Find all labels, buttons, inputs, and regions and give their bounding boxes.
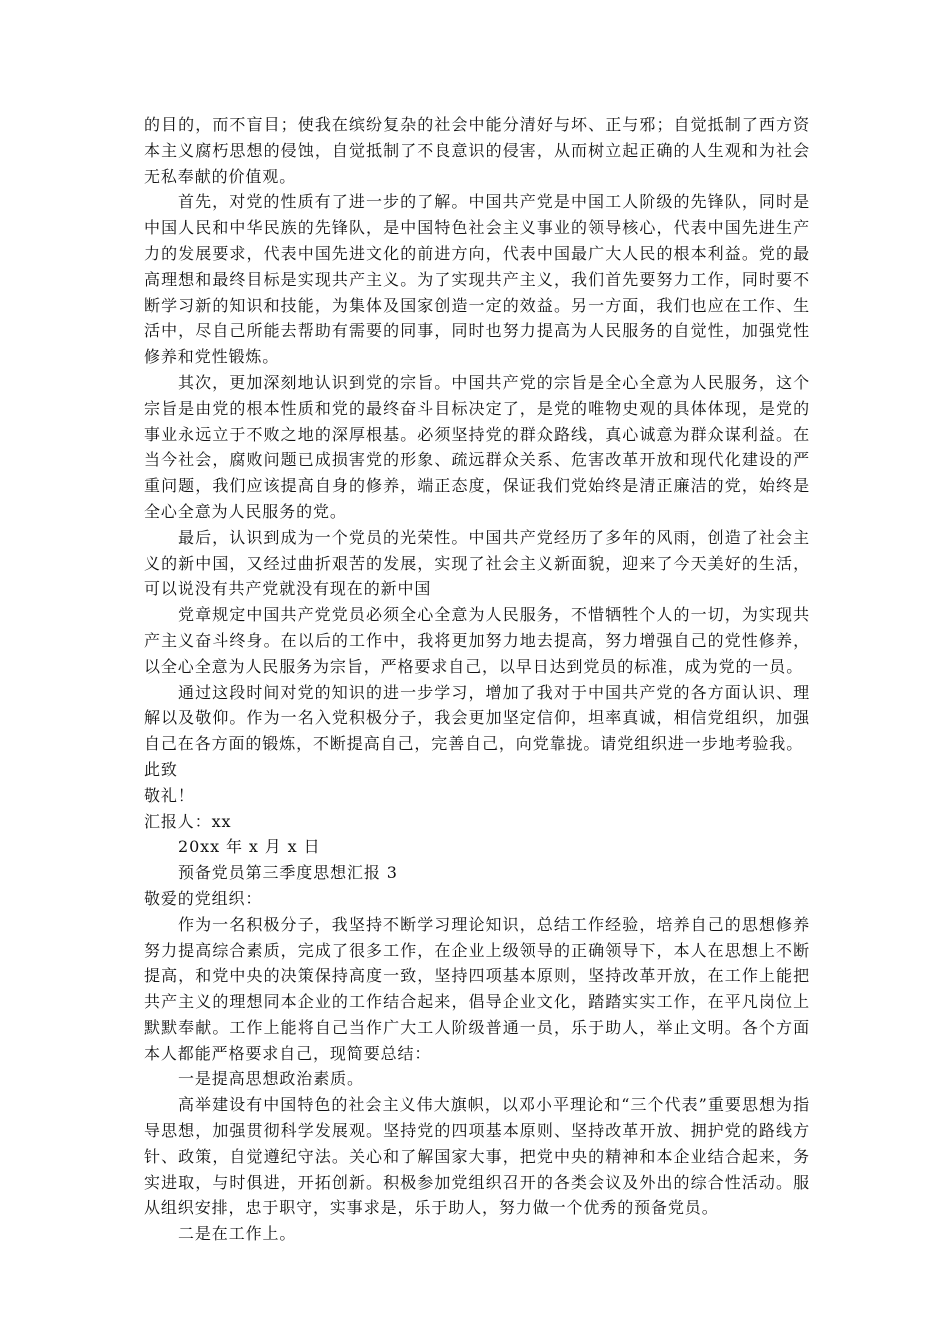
reporter-line: 汇报人：xx xyxy=(144,811,232,831)
closing-jingli: 敬礼！ xyxy=(144,785,195,805)
paragraph-party-purpose: 其次，更加深刻地认识到党的宗旨。中国共产党的宗旨是全心全意为人民服务，这个宗旨是由党的根本性质和党的最终奋斗目标决定了，是党的唯物史观的具体体现，是党的事业永远立于不败之地的深厚根基。必须坚持党的群众路线，真心诚意为群众谋利益。在当今社会，腐败问题已成损害党的形象、疏远群众关系、危害改革开放和现代化建设的严重问题，我们应该提高自身的修养，端正态度，保证我们党始终是清正廉洁的党，始终是全心全意为人民服务的党。 xyxy=(144,372,810,521)
paragraph-conclusion: 通过这段时间对党的知识的进一步学习，增加了我对于中国共产党的各方面认识、理解以及敬仰。作为一名入党积极分子，我会更加坚定信仰，坦率真诚，相信党组织，加强自己在各方面的锻炼，不断提高自己，完善自己，向党靠拢。请党组织进一步地考验我。 xyxy=(144,682,810,754)
paragraph-point-one: 一是提高思想政治素质。 xyxy=(178,1069,364,1089)
salutation-line: 敬爱的党组织： xyxy=(144,888,263,908)
section-heading: 预备党员第三季度思想汇报 3 xyxy=(178,863,398,883)
paragraph-political-quality: 高举建设有中国特色的社会主义伟大旗帜，以邓小平理论和“三个代表”重要思想为指导思想，加强贯彻科学发展观。坚持党的四项基本原则、坚持改革开放、拥护党的路线方针、政策，自觉遵纪守法。关心和了解国家大事，把党中央的精神和本企业结合起来，务实进取，与时俱进，开拓创新。积极参加党组织召开的各类会议及外出的综合性活动。服从组织安排，忠于职守，实事求是，乐于助人，努力做一个优秀的预备党员。 xyxy=(144,1095,810,1218)
document-page xyxy=(144,112,810,1247)
paragraph-party-constitution: 党章规定中国共产党党员必须全心全意为人民服务，不惜牺牲个人的一切，为实现共产主义奋斗终身。在以后的工作中，我将更加努力地去提高，努力增强自己的党性修养，以全心全意为人民服务为宗旨，严格要求自己，以早日达到党员的标准，成为党的一员。 xyxy=(144,605,810,676)
date-line: 20xx 年 x 月 x 日 xyxy=(178,837,321,857)
paragraph-party-honor: 最后，认识到成为一个党员的光荣性。中国共产党经历了多年的风雨，创造了社会主义的新中国，又经过曲折艰苦的发展，实现了社会主义新面貌，迎来了今天美好的生活，可以说没有共产党就没有现在的新中国 xyxy=(144,527,810,599)
paragraph-point-two: 二是在工作上。 xyxy=(178,1224,297,1244)
paragraph-summary-intro: 作为一名积极分子，我坚持不断学习理论知识，总结工作经验，培养自己的思想修养努力提高综合素质，完成了很多工作，在企业上级领导的正确领导下，本人在思想上不断提高，和党中央的决策保持高度一致，坚持四项基本原则，坚持改革开放，在工作上能把共产主义的理想同本企业的工作结合起来，倡导企业文化，踏踏实实工作，在平凡岗位上默默奉献。工作上能将自己当作广大工人阶级普通一员，乐于助人，举止文明。各个方面本人都能严格要求自己，现简要总结： xyxy=(144,914,810,1063)
paragraph-party-nature: 首先，对党的性质有了进一步的了解。中国共产党是中国工人阶级的先锋队，同时是中国人民和中华民族的先锋队，是中国特色社会主义事业的领导核心，代表中国先进生产力的发展要求，代表中国先进文化的前进方向，代表中国最广大人民的根本利益。党的最高理想和最终目标是实现共产主义。为了实现共产主义，我们首先要努力工作，同时要不断学习新的知识和技能，为集体及国家创造一定的效益。另一方面，我们也应在工作、生活中，尽自己所能去帮助有需要的同事，同时也努力提高为人民服务的自觉性，加强党性修养和党性锻炼。 xyxy=(144,192,810,367)
paragraph-continuation: 的目的，而不盲目；使我在缤纷复杂的社会中能分清好与坏、正与邪；自觉抵制了西方资本主义腐朽思想的侵蚀，自觉抵制了不良意识的侵害，从而树立起正确的人生观和为社会无私奉献的价值观。 xyxy=(144,115,810,186)
closing-cizhi: 此致 xyxy=(144,759,178,779)
